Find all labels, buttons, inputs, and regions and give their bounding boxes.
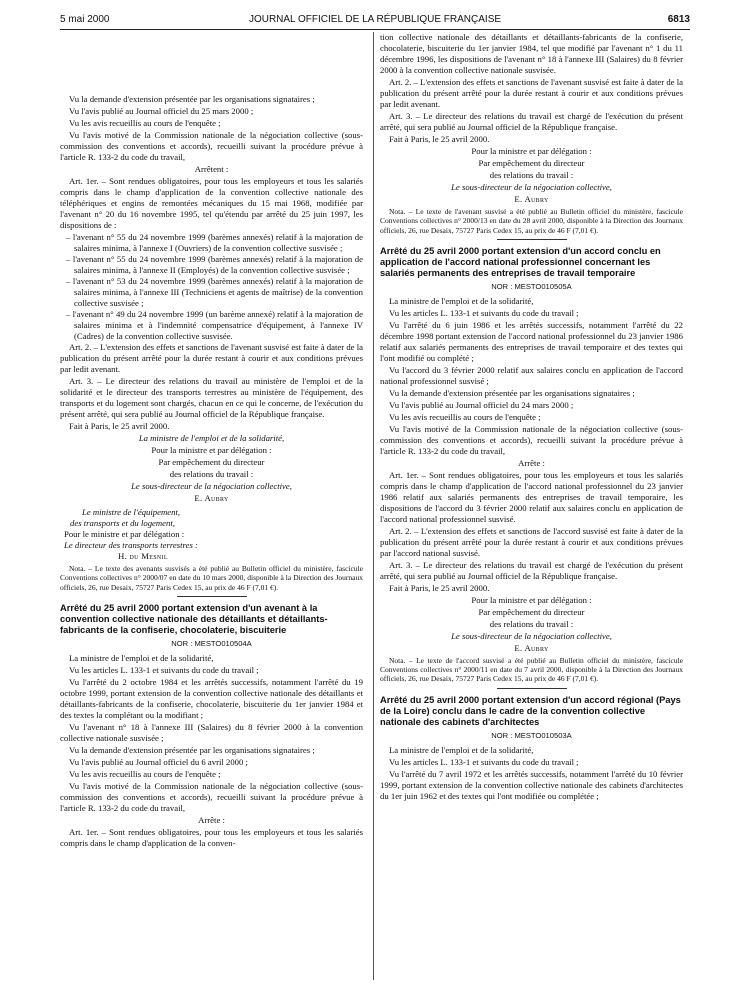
signatory-line: des relations du travail :	[169, 469, 254, 479]
page-header	[60, 14, 690, 28]
column-divider	[373, 32, 374, 980]
signatory-title: La ministre de l'emploi et de la solidarité,	[138, 433, 285, 443]
nota: Nota. – Le texte de l'accord susvisé a été publié au Bulletin officiel du ministère, fascicule Conventions collectives n° 2000/11 en date du 7 avril 2000, disponible à la Direction des Journaux officiels, 26, rue Desaix, 75727 Paris Cedex 15, au prix de 46 F (7,01 €).	[380, 655, 683, 684]
article-2: Art. 2. – L'extension des effets et sanctions de l'avenant susvisé est faite à dater de la publication du présent arrêté pour la durée restant à courir et aux conditions prévues par ledit avenant.	[380, 77, 683, 109]
signatory-name: H. du Mesnil	[118, 551, 168, 561]
paragraph: Vu l'arrêté du 6 juin 1986 et les arrêtés successifs, notamment l'arrêté du 22 décembre 1998 portant extension de l'accord national professionnel du 23 janvier 1986 relatif aux salariés permanents des entreprises de travail temporaire et des textes qui l'ont modifié ou complété ;	[380, 319, 683, 363]
article-1: Art. 1er. – Sont rendues obligatoires, pour tous les employeurs et tous les salariés compris dans le champ d'application de la convention collective nationale des téléphériques et engins de remontées mécaniques du 15 mai 1968, modifiée par l'avenant n° 20 du 16 novembre 1995, tel qu'étendu par arrêté du 25 juin 1997, les dispositions de :	[60, 176, 363, 230]
signatory-title: Le directeur des transports terrestres :	[64, 540, 198, 550]
paragraph: Vu les articles L. 133-1 et suivants du code du travail ;	[69, 664, 259, 675]
nor-reference: NOR : MESTO010504A	[171, 638, 252, 648]
signatory-title: Le ministre de l'équipement,	[82, 507, 181, 517]
list-item: – l'avenant n° 53 du 24 novembre 1999 (barèmes annexés) relatif à la majoration de salaires minima, à l'annexe III (Techniciens et agents de maîtrise) de la convention collective susvisée ;	[66, 276, 363, 308]
decree-title: Arrêté du 25 avril 2000 portant extension d'un accord régional (Pays de la Loire) conclu dans le cadre de la convention collective nationale des cabinets d'architectes	[380, 694, 681, 727]
article-3: Art. 3. – Le directeur des relations du travail au ministère de l'emploi et de la solidarité et le directeur des transports terrestres au ministère de l'équipement, des transports et du logement sont chargés, chacun en ce qui le concerne, de l'exécution du présent arrêté, qui sera publié au Journal officiel de la République française.	[60, 376, 363, 419]
journal-title: JOURNAL OFFICIEL DE LA RÉPUBLIQUE FRANÇAISE	[248, 14, 502, 25]
decree-title: Arrêté du 25 avril 2000 portant extension d'un accord conclu en application de l'accord national professionnel concernant les salariés permanents des entreprises de travail temporaire	[380, 245, 661, 278]
signatory-line: Pour le ministre et par délégation :	[64, 529, 185, 539]
paragraph: Vu l'arrêté du 7 avril 1972 et les arrêtés successifs, notamment l'arrêté du 10 février 1999, portant extension de la convention collective nationale des cabinets d'architectes du 1er juin 1962 et des textes qui l'ont modifiée ou complétée ;	[380, 768, 683, 801]
paragraph: La ministre de l'emploi et de la solidarité,	[389, 295, 534, 306]
nota: Nota. – Le texte de l'avenant susvisé a été publié au Bulletin officiel du ministère, fascicule Conventions collectives n° 2000/13 en date du 28 avril 2000, disponible à la Direction des Journaux officiels, 26, rue Desaix, 75727 Paris Cedex 15, au prix de 46 F (7,01 €).	[380, 207, 683, 235]
signatory-name: E. Aubry	[514, 642, 549, 653]
signatory-line: Par empêchement du directeur	[478, 158, 585, 168]
signatory-line: des relations du travail :	[489, 618, 574, 629]
arrete-heading: Arrête :	[198, 814, 225, 825]
place-date: Fait à Paris, le 25 avril 2000.	[389, 582, 490, 593]
paragraph: Vu les articles L. 133-1 et suivants du code du travail ;	[389, 756, 579, 767]
paragraph: Vu l'arrêté du 2 octobre 1984 et les arrêtés successifs, notamment l'arrêté du 19 octobre 1999, portant extension de la convention collective nationale des détaillants et détaillants-fabricants de la confiserie, chocolaterie, biscuiterie du 1er janvier 1984 et des textes la complétant ou la modifiant ;	[60, 676, 363, 720]
signatory-title: des transports et du logement,	[70, 518, 175, 528]
paragraph: Vu l'avis publié au Journal officiel du 25 mars 2000 ;	[69, 106, 254, 116]
header-rule	[60, 29, 690, 30]
right-column	[380, 32, 683, 803]
signatory-title: Le sous-directeur de la négociation collective,	[451, 630, 612, 641]
article-2: Art. 2. – L'extension des effets et sanctions de l'avenant susvisé est faite à dater de la publication du présent arrêté pour la durée restant à courir et aux conditions prévues par ledit avenant.	[60, 342, 363, 374]
nota: Nota. – Le texte des avenants susvisés a été publié au Bulletin officiel du ministère, fascicule Conventions collectives n° 2000/07 en date du 10 mars 2000, disponible à la Direction des Journaux officiels, 26, rue Desaix, 75727 Paris Cedex 15, au prix de 46 F (7,01 €).	[60, 564, 363, 592]
list-item: – l'avenant n° 55 du 24 novembre 1999 (barèmes annexés) relatif à la majoration de salaires minima, à l'annexe II (Employés) de la convention collective susvisée ;	[66, 254, 363, 275]
paragraph: Vu la demande d'extension présentée par les organisations signataires ;	[69, 744, 315, 755]
paragraph: Vu les avis recueillis au cours de l'enquête ;	[69, 768, 221, 779]
paragraph: Vu l'avis publié au Journal officiel du 6 avril 2000 ;	[69, 756, 248, 767]
paragraph: Vu l'avis motivé de la Commission nationale de la négociation collective (sous-commission des conventions et accords), recueilli suivant la procédure prévue à l'article R. 133-2 du code du travail,	[60, 130, 363, 162]
paragraph: Vu la demande d'extension présentée par les organisations signataires ;	[389, 387, 635, 398]
list-item: – l'avenant n° 55 du 24 novembre 1999 (barèmes annexés) relatif à la majoration de salaires minima, à l'annexe I (Ouvriers) de la convention collective susvisée ;	[66, 232, 363, 253]
article-3: Art. 3. – Le directeur des relations du travail est chargé de l'exécution du présent arrêté, qui sera publié au Journal officiel de la République française.	[380, 111, 683, 132]
signatory-title: Le sous-directeur de la négociation collective,	[451, 182, 612, 192]
place-date: Fait à Paris, le 25 avril 2000.	[389, 134, 490, 144]
paragraph: Vu l'avis publié au Journal officiel du 24 mars 2000 ;	[389, 399, 574, 410]
nor-reference: NOR : MESTO010503A	[491, 730, 572, 740]
separator	[177, 596, 247, 597]
signatory-name: E. Aubry	[514, 194, 549, 204]
nor-reference: NOR : MESTO010505A	[491, 281, 572, 291]
list-item: – l'avenant n° 49 du 24 novembre 1999 (un barème annexé) relatif à la majoration de salaires minima et à l'indemnité compensatrice d'équipement, à l'annexe IV (Cadres) de la convention collective susvisée.	[66, 309, 363, 341]
article-2: Art. 2. – L'extension des effets et sanctions de l'accord susvisé est faite à dater de la publication du présent arrêté pour la durée restant à courir et aux conditions prévues par l'accord national susvisé.	[380, 525, 683, 558]
paragraph: Vu l'avis motivé de la Commission nationale de la négociation collective (sous-commission des conventions et accords), recueilli suivant la procédure prévue à l'article R. 133-2 du code du travail,	[60, 780, 363, 813]
paragraph: Vu les articles L. 133-1 et suivants du code du travail ;	[389, 307, 579, 318]
paragraph: Vu les avis recueillis au cours de l'enquête ;	[389, 411, 541, 422]
paragraph: Vu les avis recueillis au cours de l'enquête ;	[69, 118, 221, 128]
paragraph: tion collective nationale des détaillants et détaillants-fabricants de la confiserie, chocolaterie, biscuiterie du 1er janvier 1984, tel que modifié par l'avenant n° 1 du 11 décembre 1996, les dispositions de l'avenant n° 18 à l'annexe III (Salaires) du 8 février 2000 à la convention collective nationale susvisée.	[380, 32, 683, 75]
separator	[497, 688, 567, 689]
paragraph: Vu la demande d'extension présentée par les organisations signataires ;	[69, 94, 315, 104]
paragraph: Vu l'avis motivé de la Commission nationale de la négociation collective (sous-commission des conventions et accords), recueilli suivant la procédure prévue à l'article R. 133-2 du code du travail,	[380, 423, 683, 456]
signatory-line: des relations du travail :	[489, 170, 574, 180]
paragraph: La ministre de l'emploi et de la solidarité,	[69, 652, 214, 663]
paragraph: Vu l'avenant n° 18 à l'annexe III (Salaires) du 8 février 2000 à la convention collective nationale susvisée ;	[60, 721, 363, 743]
signatory-line: Pour la ministre et par délégation :	[151, 445, 272, 455]
decree-title: Arrêté du 25 avril 2000 portant extension d'un avenant à la convention collective nationale des détaillants et détaillants-fabricants de la confiserie, chocolaterie, biscuiterie	[60, 602, 328, 635]
signatory-title: Le sous-directeur de la négociation collective,	[131, 481, 292, 491]
paragraph: Vu l'accord du 3 février 2000 relatif aux salaires conclu en application de l'accord national professionnel susvisé ;	[380, 364, 683, 386]
arrete-heading: Arrêtent :	[194, 164, 229, 174]
signatory-line: Par empêchement du directeur	[478, 606, 585, 617]
paragraph: La ministre de l'emploi et de la solidarité,	[389, 744, 534, 755]
issue-date: 5 mai 2000	[60, 14, 110, 25]
arrete-heading: Arrête :	[518, 457, 545, 468]
article-1: Art. 1er. – Sont rendues obligatoires, pour tous les employeurs et tous les salariés compris dans le champ d'application de l'accord national professionnel du 23 janvier 1986 relatif aux salariés permanents des entreprises de travail temporaire, les dispositions de l'accord du 3 février 2000 relatif aux salaires conclu en application de l'accord national professionnel susvisé.	[380, 469, 683, 524]
page-number: 6813	[667, 14, 690, 25]
left-column	[60, 94, 363, 850]
separator	[497, 239, 567, 240]
place-date: Fait à Paris, le 25 avril 2000.	[69, 421, 170, 431]
signatory-line: Par empêchement du directeur	[158, 457, 265, 467]
signatory-name: E. Aubry	[194, 493, 229, 503]
signatory-line: Pour la ministre et par délégation :	[471, 146, 592, 156]
article-1: Art. 1er. – Sont rendues obligatoires, pour tous les employeurs et tous les salariés compris dans le champ d'application de la conven-	[60, 826, 363, 848]
article-3: Art. 3. – Le directeur des relations du travail est chargé de l'exécution du présent arrêté, qui sera publié au Journal officiel de la République française.	[380, 559, 683, 581]
signatory-line: Pour la ministre et par délégation :	[471, 594, 592, 605]
